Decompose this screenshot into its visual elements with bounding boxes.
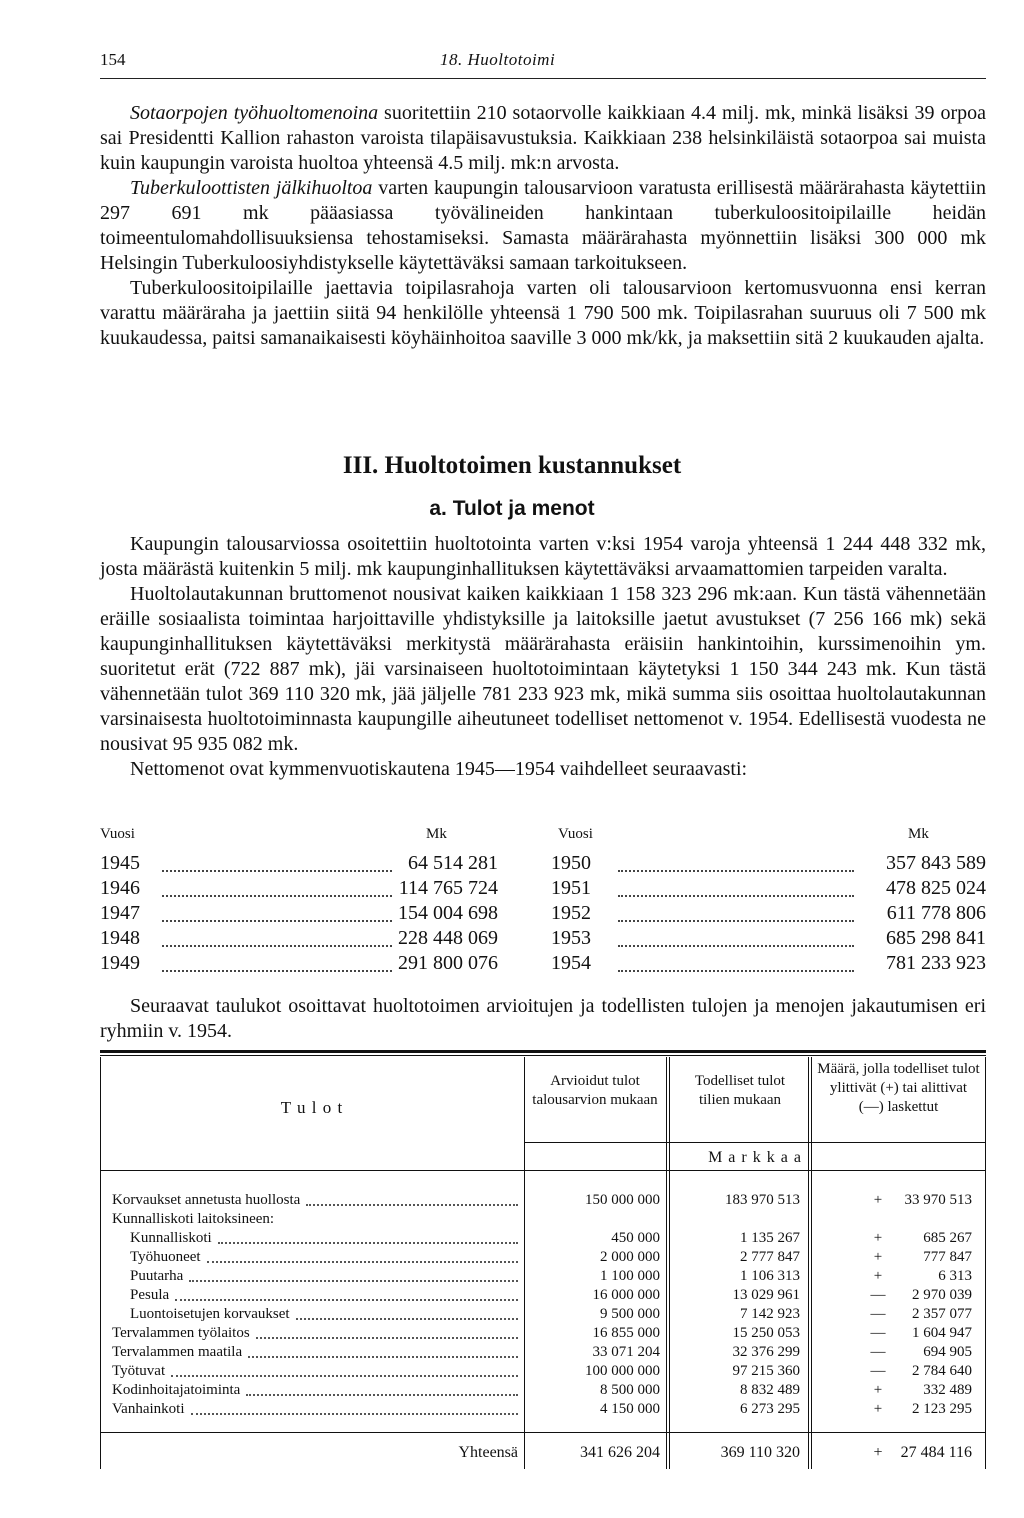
row-difference: 685 267 [923,1230,972,1246]
total-label: Yhteensä [458,1444,518,1461]
table-row [100,1400,986,1419]
row-sign: + [873,1249,883,1265]
row-label: Työtuvat [112,1363,166,1379]
row-sign: — [870,1306,886,1322]
row-sign: + [873,1230,883,1246]
paragraph: Huoltolautakunnan bruttomenot nousivat kaiken kaikkiaan 1 158 323 296 mk:aan. Kun tästä vähennetään eräille sosiaalista toimintaa harjoittaville yhdistyksille ja laitoksille jaetut avustukset (7 256 166 mk) sekä kaupunginhallituksen käytettäväksi merkitystä määrärahasta eräisiin hankintoihin, kurssimenoihin ym. suoritetut erät (722 887 mk), jäi varsinaiseen huoltotoimintaan käytetyksi 1 150 344 243 mk. Kun tästä vähennetään tulot 369 110 320 mk, jää jäljelle 781 233 923 mk, mikä summa siis osoittaa huoltolautakunnan varsinaisesta huoltotoiminnasta kaupungille aiheutuneet todelliset nettomenot v. 1954. Edellisestä vuodesta ne nousivat 95 935 082 mk. [100,583,986,755]
row-label: Kunnalliskoti laitoksineen: [112,1211,275,1227]
column-header-year: Vuosi [558,826,593,842]
table-row: 1949 291 800 076 1954 781 233 923 [100,952,986,974]
table-rule [524,1142,986,1143]
paragraph: Tuberkuloottisten jälkihuoltoa varten kaupungin talousarvioon varatusta erillisestä määrärahasta käytettiin 297 691 mk pääasiassa työvälineiden hankintaan tuberkuloositoipilaille heidän toimeentulomahdollisuuksiensa tehostamiseksi. Samasta määrärahasta myönnettiin lisäksi 300 000 mk Helsingin Tuberkuloosiyhdistykselle käytettäväksi samaan tarkoitukseen. [100,177,986,274]
row-difference: 6 313 [938,1268,972,1284]
row-label: Tervalammen maatila [112,1344,243,1360]
row-label: Luontoisetujen korvaukset [130,1306,290,1322]
row-difference: 332 489 [923,1382,972,1398]
row-estimated: 1 100 000 [600,1268,660,1284]
row-actual: 8 832 489 [740,1382,800,1398]
body-text-after [100,994,986,1044]
row-estimated: 150 000 000 [585,1192,660,1208]
dot-leader [162,925,392,947]
dot-leader [296,1305,518,1320]
dot-leader [175,1286,518,1301]
row-label: Kodinhoitajatoiminta [112,1382,241,1398]
dot-leader [207,1248,518,1263]
total-sign: + [873,1444,883,1461]
dot-leader [189,1267,518,1282]
table-row [100,1381,986,1400]
dot-leader [162,875,392,897]
table-row: 1947 154 004 698 1952 611 778 806 [100,902,986,924]
total-estimated: 341 626 204 [580,1444,660,1461]
table-row [100,1248,986,1267]
row-difference: 2 784 640 [912,1363,972,1379]
table-row-total [100,1443,986,1462]
table-row [100,1210,986,1229]
column-header-estimated: Arvioidut tulot talousarvion mukaan [532,1073,658,1108]
table-row: 1946 114 765 724 1951 478 825 024 [100,877,986,899]
row-actual: 15 250 053 [732,1325,800,1341]
row-label: Puutarha [130,1268,184,1284]
row-difference: 2 123 295 [912,1401,972,1417]
paragraph: Nettomenot ovat kymmenvuotiskautena 1945—1954 vaihdelleet seuraavasti: [130,758,748,780]
row-actual: 97 215 360 [732,1363,800,1379]
row-actual: 1 135 267 [740,1230,800,1246]
row-sign: — [870,1325,886,1341]
dot-leader [248,1343,518,1358]
row-sign: + [873,1401,883,1417]
body-text-mid [100,532,986,782]
dot-leader [618,875,854,897]
dot-leader [246,1381,518,1396]
table-row [100,1362,986,1381]
row-estimated: 2 000 000 [600,1249,660,1265]
total-actual: 369 110 320 [720,1444,800,1461]
row-difference: 33 970 513 [904,1192,972,1208]
table-row: 1948 228 448 069 1953 685 298 841 [100,927,986,949]
row-label: Vanhainkoti [112,1401,185,1417]
table-row [100,1229,986,1248]
row-difference: 777 847 [923,1249,972,1265]
dot-leader [162,900,392,922]
row-estimated: 9 500 000 [600,1306,660,1322]
table-rule [100,1050,986,1053]
column-header-actual: Todelliset tulot tilien mukaan [694,1073,786,1108]
dot-leader [162,950,392,972]
row-actual: 1 106 313 [740,1268,800,1284]
row-label: Pesula [130,1287,170,1303]
running-header [100,50,986,79]
row-difference: 2 970 039 [912,1287,972,1303]
row-difference: 1 604 947 [912,1325,972,1341]
dot-leader [162,850,392,872]
column-header-mk: Mk [426,826,447,842]
row-label: Kunnalliskoti [130,1230,212,1246]
row-label: Tervalammen työlaitos [112,1325,250,1341]
row-label: Korvaukset annetusta huollosta [112,1192,301,1208]
subsection-title: a. Tulot ja menot [429,497,595,520]
row-difference: 2 357 077 [912,1306,972,1322]
dot-leader [306,1191,518,1206]
row-actual: 32 376 299 [732,1344,800,1360]
row-estimated: 16 000 000 [592,1287,660,1303]
table-row [100,1324,986,1343]
dot-leader [171,1362,518,1377]
row-sign: + [873,1382,883,1398]
row-estimated: 8 500 000 [600,1382,660,1398]
income-table [100,1050,986,1470]
row-sign: — [870,1287,886,1303]
column-header-difference: Määrä, jolla todelliset tulot ylittivät (+) tai alittivat (—) laskettut [817,1061,980,1115]
page-number: 154 [100,50,126,69]
row-actual: 2 777 847 [740,1249,800,1265]
row-estimated: 33 071 204 [592,1344,660,1360]
row-sign: + [873,1192,883,1208]
paragraph: Seuraavat taulukot osoittavat huoltotoimen arvioitujen ja todellisten tulojen ja menojen jakautumisen eri ryhmiin v. 1954. [100,995,986,1042]
column-header-year: Vuosi [100,826,135,842]
table-rule [100,1432,986,1433]
row-estimated: 450 000 [611,1230,660,1246]
row-sign: — [870,1363,886,1379]
table-rule [100,1055,986,1056]
table-row [100,1343,986,1362]
body-text-top [100,101,986,351]
row-estimated: 16 855 000 [592,1325,660,1341]
dot-leader [618,900,854,922]
column-header-tulot: T u l o t [280,1098,344,1117]
paragraph: Tuberkuloositoipilaille jaettavia toipilasrahoja varten oli talousarvioon kertomusvuonna ensi kerran varattu määräraha ja jaettiin siitä 94 henkilölle yhteensä 1 790 500 mk. Toipilasrahan suuruus oli 7 500 mk kuukaudessa, paitsi samanaikaisesti köyhäinhoitoa saaville 3 000 mk/kk, ja maksettiin sitä 2 kuukauden ajalta. [100,277,986,349]
dot-leader [191,1400,518,1415]
paragraph: Sotaorpojen työhuoltomenoina suoritettiin 210 sotaorvolle kaikkiaan 4.4 milj. mk, minkä lisäksi 39 orpoa sai Presidentti Kallion rahaston varoista tilapäisavustuksia. Kaikkiaan 238 helsinkiläistä sotaorpoa sai muista kuin kaupungin varoista huoltoa yhteensä 4.5 milj. mk:n arvosta. [100,102,986,174]
row-actual: 6 273 295 [740,1401,800,1417]
table-row [100,1267,986,1286]
row-sign: — [870,1344,886,1360]
dot-leader [618,850,854,872]
dot-leader [218,1229,518,1244]
total-difference: 27 484 116 [900,1444,972,1461]
dot-leader [618,925,854,947]
running-title: 18. Huoltotoimi [440,50,556,69]
row-estimated: 4 150 000 [600,1401,660,1417]
row-actual: 13 029 961 [732,1287,800,1303]
table-row [100,1305,986,1324]
paragraph: Kaupungin talousarviossa osoitettiin huoltotointa varten v:ksi 1954 varoja yhteensä 1 244 448 332 mk, josta määrästä kuitenkin 5 milj. mk kaupunginhallituksen käytettäväksi arvaamattomien tarpeiden varalta. [100,533,986,580]
column-header-mk: Mk [908,826,929,842]
table-row: 1945 64 514 281 1950 357 843 589 [100,852,986,874]
row-sign: + [873,1268,883,1284]
row-actual: 7 142 923 [740,1306,800,1322]
dot-leader [618,950,854,972]
unit-label: M a r k k a a [708,1149,802,1166]
table-rule [100,1170,986,1171]
dot-leader [256,1324,518,1339]
row-estimated: 100 000 000 [585,1363,660,1379]
table-row [100,1191,986,1210]
row-label: Työhuoneet [130,1249,201,1265]
row-difference: 694 905 [923,1344,972,1360]
row-actual: 183 970 513 [725,1192,800,1208]
table-row [100,1286,986,1305]
section-title: III. Huoltotoimen kustannukset [342,452,682,479]
